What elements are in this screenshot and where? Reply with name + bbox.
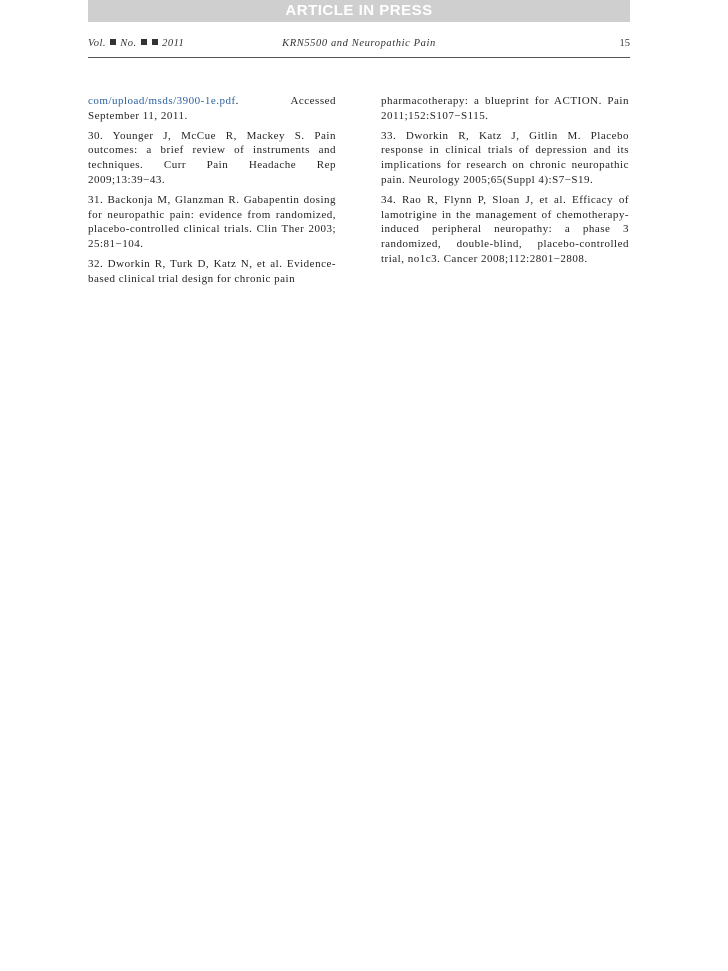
reference-item-32: 32. Dworkin R, Turk D, Katz N, et al. Evidence-based clinical trial design for chronic pain xyxy=(88,257,336,285)
reference-text: . Accessed September 11, 2011. xyxy=(88,95,336,122)
reference-item-30: 30. Younger J, McCue R, Mackey S. Pain outcomes: a brief review of instruments and techniques. Curr Pain Headache Rep 2009;13:39−43. xyxy=(88,129,336,186)
page-number: 15 xyxy=(619,38,630,49)
article-in-press-banner: ARTICLE IN PRESS xyxy=(88,0,630,22)
header-running-title: KRN5500 and Neuropathic Pain xyxy=(282,38,436,49)
reference-column-right xyxy=(381,94,629,272)
reference-column-left xyxy=(88,94,336,292)
reference-item-31: 31. Backonja M, Glanzman R. Gabapentin dosing for neuropathic pain: evidence from randomized, placebo-controlled clinical trials. Clin Ther 2003; 25:81−104. xyxy=(88,193,336,251)
header-vol-label: Vol. xyxy=(88,38,107,49)
reference-item xyxy=(88,94,336,124)
running-header xyxy=(88,38,630,54)
reference-item-33: 33. Dworkin R, Katz J, Gitlin M. Placebo response in clinical trials of depression and its implications for research on chronic neuropathic pain. Neurology 2005;65(Suppl 4):S7−S19. xyxy=(381,129,629,186)
header-divider xyxy=(88,57,630,58)
msds-link[interactable]: com/upload/msds/3900-1e.pdf xyxy=(88,95,236,107)
reference-item-34: 34. Rao R, Flynn P, Sloan J, et al. Efficacy of lamotrigine in the management of chemotherapy-induced peripheral neuropathy: a phase 3 randomized, double-blind, placebo-controlled trial, no1c3. Cancer 2008;112:2801−2808. xyxy=(381,193,629,265)
reference-item-32-continued: pharmacotherapy: a blueprint for ACTION. Pain 2011;152:S107−S115. xyxy=(381,95,629,122)
header-year: 2011 xyxy=(162,38,185,49)
header-no-label: No. xyxy=(120,38,137,49)
